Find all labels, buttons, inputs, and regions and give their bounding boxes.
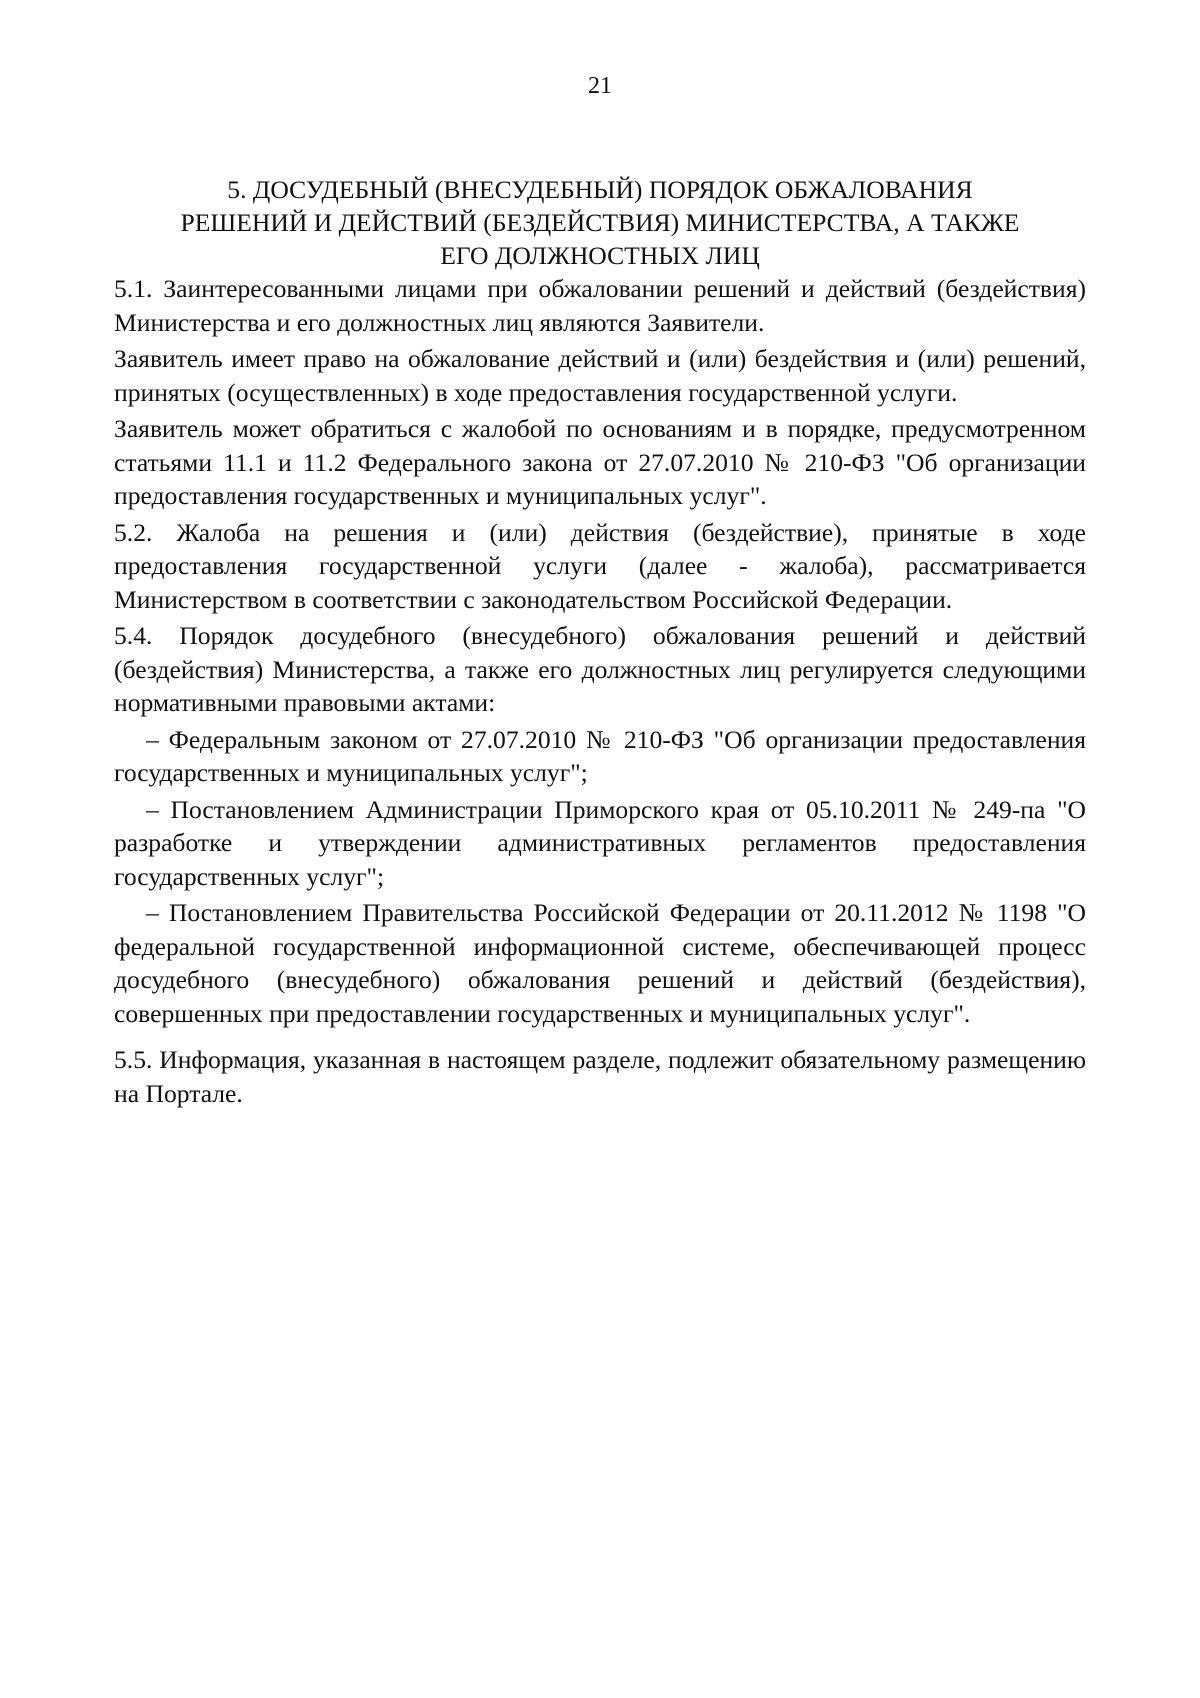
heading-line-2: РЕШЕНИЙ И ДЕЙСТВИЙ (БЕЗДЕЙСТВИЯ) МИНИСТЕРСТВА, А ТАКЖЕ xyxy=(180,208,1020,237)
page-content xyxy=(114,173,1086,1110)
list-item-law-210-fz: – Федеральным законом от 27.07.2010 № 210-ФЗ "Об организации предоставления государственных и муниципальных услуг"; xyxy=(114,724,1086,787)
section-heading xyxy=(114,173,1086,272)
page-number: 21 xyxy=(588,73,612,99)
paragraph-5-4: 5.4. Порядок досудебного (внесудебного) обжалования решений и действий (бездействия) Министерства, а также его должностных лиц регулируется следующими нормативными правовыми актами: xyxy=(114,621,1086,717)
list-item-resolution-1198: – Постановлением Правительства Российской Федерации от 20.11.2012 № 1198 "О федеральной государственной информационной системе, обеспечивающей процесс досудебного (внесудебного) обжалования решений и действий (бездействия), совершенных при предоставлении государственных и муниципальных услуг". xyxy=(114,898,1086,1028)
heading-line-1: 5. ДОСУДЕБНЫЙ (ВНЕСУДЕБНЫЙ) ПОРЯДОК ОБЖАЛОВАНИЯ xyxy=(227,175,973,204)
paragraph-applicant-right: Заявитель имеет право на обжалование действий и (или) бездействия и (или) решений, принятых (осуществленных) в ходе предоставления государственной услуги. xyxy=(114,344,1086,407)
heading-line-3: ЕГО ДОЛЖНОСТНЫХ ЛИЦ xyxy=(440,241,760,270)
paragraph-5-2: 5.2. Жалоба на решения и (или) действия (бездействие), принятые в ходе предоставления государственной услуги (далее - жалоба), рассматривается Министерством в соответствии с законодательством Российской Федерации. xyxy=(114,517,1086,614)
paragraph-5-5: 5.5. Информация, указанная в настоящем разделе, подлежит обязательному размещению на Портале. xyxy=(114,1045,1086,1108)
paragraph-5-1: 5.1. Заинтересованными лицами при обжаловании решений и действий (бездействия) Министерства и его должностных лиц являются Заявители. xyxy=(114,274,1086,337)
list-item-resolution-249-pa: – Постановлением Администрации Приморского края от 05.10.2011 № 249-па "О разработке и утверждении административных регламентов предоставления государственных услуг"; xyxy=(114,794,1086,891)
paragraph-applicant-appeal: Заявитель может обратиться с жалобой по основаниям и в порядке, предусмотренном статьями 11.1 и 11.2 Федерального закона от 27.07.2010 № 210-ФЗ "Об организации предоставления государственных и муниципальных услуг". xyxy=(114,414,1086,510)
